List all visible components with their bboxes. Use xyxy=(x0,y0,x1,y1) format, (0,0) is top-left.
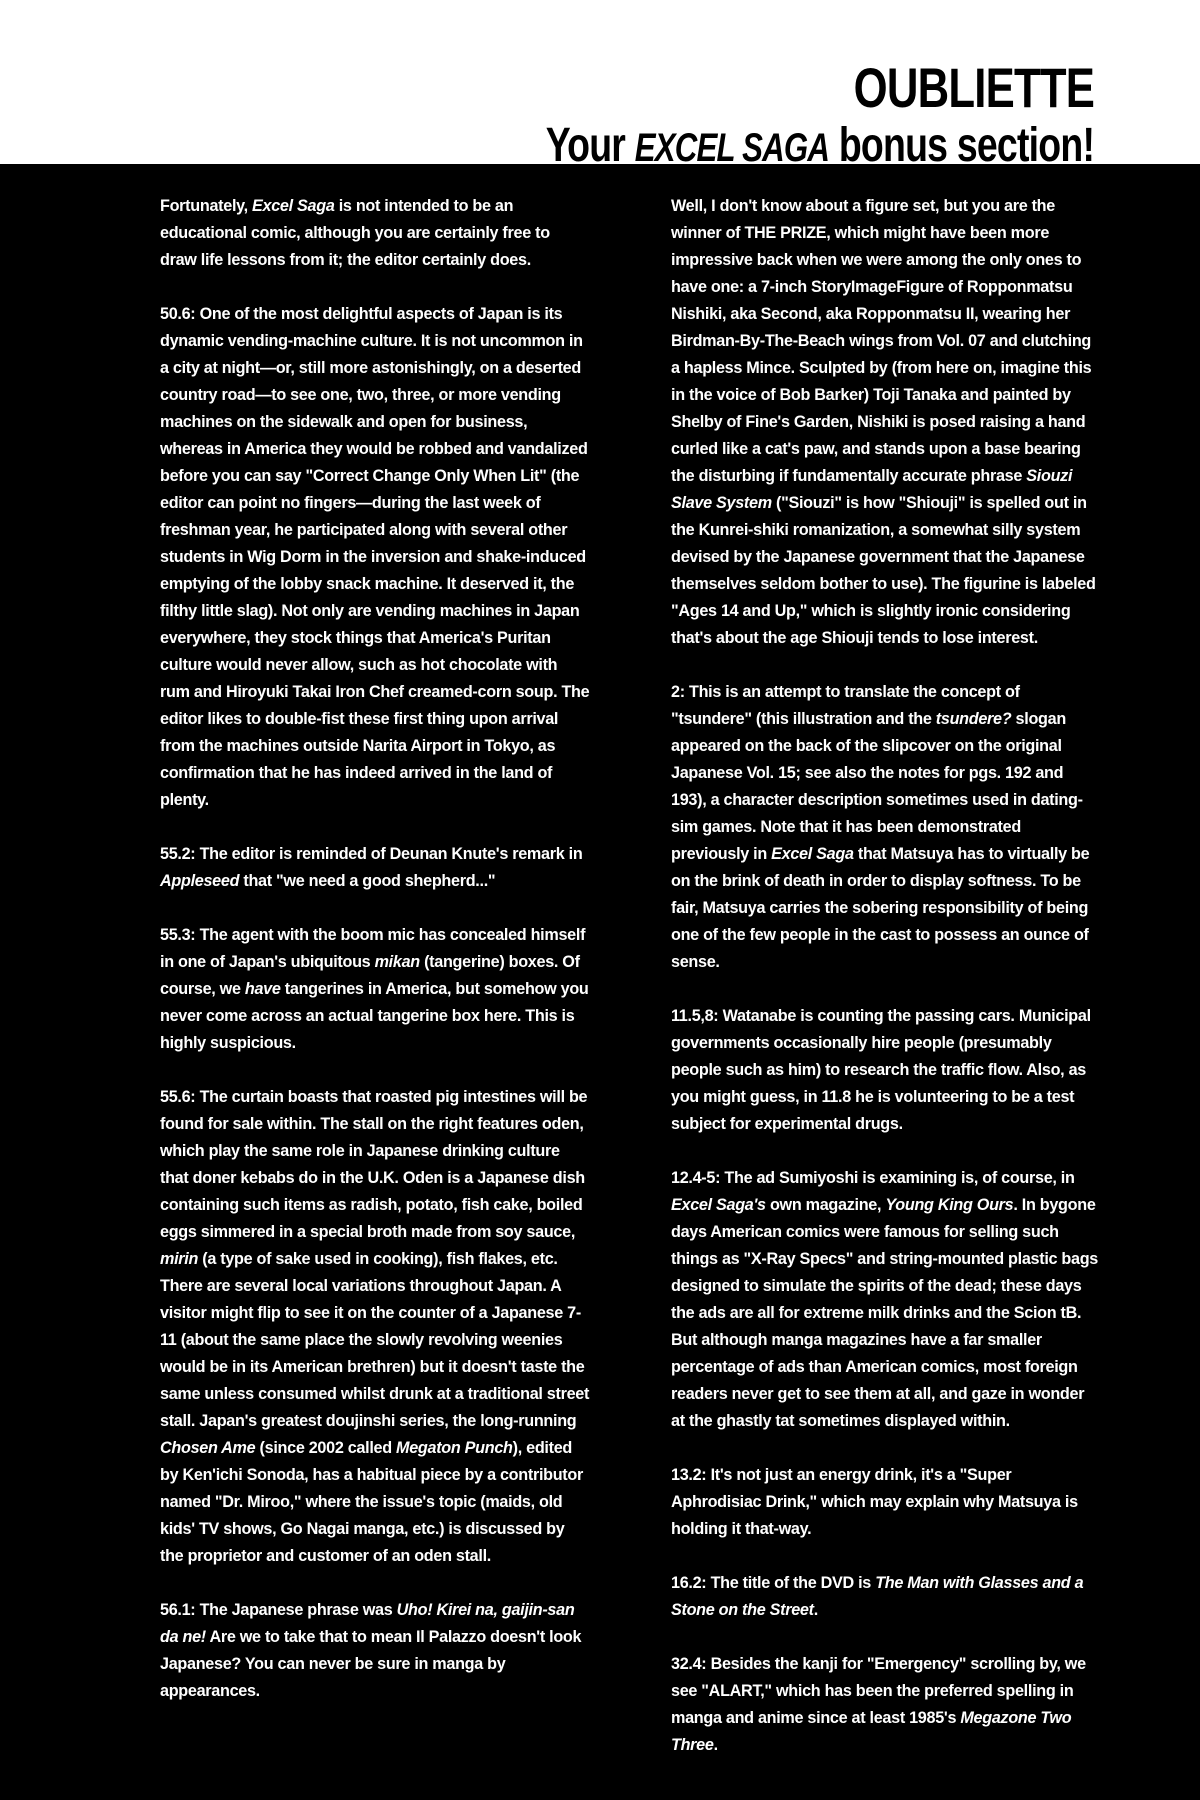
text: Fortunately, xyxy=(160,197,253,215)
text: 11.5,8: Watanabe is counting the passing cars. Municipal governments occasionally hire people (presumably people such as him) to research the traffic flow. Also, as you might guess, in 11.8 he is volunteering to be a test subject for experimental drugs. xyxy=(671,1007,1091,1133)
text: . xyxy=(713,1736,718,1754)
text: 50.6: One of the most delightful aspects of Japan is its dynamic vending-machine culture. It is not uncommon in a city at night—or, still more astonishingly, on a deserted country road—to see one, two, three, or more vending machines on the sidewalk and open for business, whereas in America they would be robbed and vandalized before you can say "Correct Change Only When Lit" (the editor can point no fingers—during the last week of freshman year, he participated along with several other students in Wig Dorm in the inversion and shake-induced emptying of the lobby snack machine. It deserved it, the filthy little slag). Not only are vending machines in Japan everywhere, they stock things that America's Puritan culture would never allow, such as hot chocolate with rum and Hiroyuki Takai Iron Chef creamed-corn soup. The editor likes to double-fist these first thing upon arrival from the machines outside Narita Airport in Tokyo, as confirmation that he has indeed arrived in the land of plenty. xyxy=(160,305,590,809)
note-paragraph xyxy=(671,193,1101,652)
text: . In bygone days American comics were famous for selling such things as "X-Ray Specs" and string-mounted plastic bags designed to simulate the spirits of the dead; these days the ads are all for extreme milk drinks and the Scion tB. But although manga magazines have a far smaller percentage of ads than American comics, most foreign readers never get to see them at all, and gaze in wonder at the ghastly tat sometimes displayed within. xyxy=(671,1196,1099,1430)
italic-text: tsundere? xyxy=(935,710,1012,728)
note-paragraph xyxy=(671,1462,1101,1543)
text: (tangerine) boxes. Of course, we xyxy=(160,953,580,998)
note-paragraph xyxy=(160,1084,590,1570)
italic-text: Young King Ours xyxy=(885,1196,1014,1214)
italic-text: mirin xyxy=(160,1250,199,1268)
text: 55.2: The editor is reminded of Deunan Knute's remark in xyxy=(160,845,583,863)
note-paragraph xyxy=(160,922,590,1057)
italic-text: Excel Saga xyxy=(771,845,854,863)
italic-text: Megazone Two Three xyxy=(671,1709,1072,1754)
text: that Matsuya has to virtually be on the brink of death in order to display softness. To be fair, Matsuya carries the sobering responsibility of being one of the few people in the cast to possess an ounce of sense. xyxy=(671,845,1090,971)
text: Are we to take that to mean Il Palazzo doesn't look Japanese? You can never be sure in manga by appearances. xyxy=(160,1628,582,1700)
text: 55.6: The curtain boasts that roasted pig intestines will be found for sale within. The stall on the right features oden, which play the same role in Japanese drinking culture that doner kebabs do in the U.K. Oden is a Japanese dish containing such items as radish, potato, fish cake, boiled eggs simmered in a special broth made from soy sauce, xyxy=(160,1088,588,1241)
note-paragraph xyxy=(160,1597,590,1705)
text: 13.2: It's not just an energy drink, it's a "Super Aphrodisiac Drink," which may explain why Matsuya is holding it that-way. xyxy=(671,1466,1078,1538)
italic-text: Uho! Kirei na, gaijin-san da ne! xyxy=(160,1601,575,1646)
text: that "we need a good shepherd..." xyxy=(239,872,496,890)
text: 12.4-5: The ad Sumiyoshi is examining is, of course, in xyxy=(671,1169,1075,1187)
subtitle-suffix: bonus section! xyxy=(838,119,1094,172)
text: slogan appeared on the back of the slipcover on the original Japanese Vol. 15; see also the notes for pgs. 192 and 193), a character description sometimes used in dating-sim games. Note that it has been demonstrated previously in xyxy=(671,710,1083,863)
text: tangerines in America, but somehow you never come across an actual tangerine box here. This is highly suspicious. xyxy=(160,980,589,1052)
text: own magazine, xyxy=(765,1196,886,1214)
text: 2: This is an attempt to translate the concept of "tsundere" (this illustration and the xyxy=(671,683,1020,728)
text: (a type of sake used in cooking), fish flakes, etc. There are several local variations throughout Japan. A visitor might flip to see it on the counter of a Japanese 7-11 (about the same place the slowly revolving weenies would be in its American brethren) but it doesn't taste the same unless consumed whilst drunk at a traditional street stall. Japan's greatest doujinshi series, the long-running xyxy=(160,1250,590,1430)
note-paragraph xyxy=(160,193,590,274)
italic-text: Excel Saga xyxy=(252,197,335,215)
text: ), edited by Ken'ichi Sonoda, has a habitual piece by a contributor named "Dr. Miroo," where the issue's topic (maids, old kids' TV shows, Go Nagai manga, etc.) is discussed by the proprietor and customer of an oden stall. xyxy=(160,1439,583,1565)
page-header xyxy=(391,56,1094,172)
section-subtitle xyxy=(545,119,1094,172)
text: (since 2002 called xyxy=(255,1439,397,1457)
subtitle-series-name: EXCEL SAGA xyxy=(634,126,830,170)
note-paragraph xyxy=(160,841,590,895)
italic-text: Excel Saga's xyxy=(671,1196,766,1214)
left-column xyxy=(160,193,590,1732)
subtitle-prefix: Your xyxy=(545,119,625,172)
text: 55.3: The agent with the boom mic has concealed himself in one of Japan's ubiquitous xyxy=(160,926,586,971)
note-paragraph xyxy=(160,301,590,814)
text: Well, I don't know about a figure set, but you are the winner of THE PRIZE, which might have been more impressive back when we were among the only ones to have one: a 7-inch StoryImageFigure of Ropponmatsu Nishiki, aka Second, aka Ropponmatsu II, wearing her Birdman-By-The-Beach wings from Vol. 07 and clutching a hapless Mince. Sculpted by (from here on, imagine this in the voice of Bob Barker) Toji Tanaka and painted by Shelby of Fine's Garden, Nishiki is posed raising a hand curled like a cat's paw, and stands upon a base bearing the disturbing if fundamentally accurate phrase xyxy=(671,197,1092,485)
note-paragraph xyxy=(671,1003,1101,1138)
italic-text: Megaton Punch xyxy=(396,1439,513,1457)
text: is not intended to be an educational comic, although you are certainly free to draw life lessons from it; the editor certainly does. xyxy=(160,197,550,269)
italic-text: Siouzi Slave System xyxy=(671,467,1073,512)
italic-text: The Man with Glasses and a Stone on the Street xyxy=(671,1574,1084,1619)
italic-text: have xyxy=(244,980,281,998)
text: 16.2: The title of the DVD is xyxy=(671,1574,876,1592)
note-paragraph xyxy=(671,1651,1101,1759)
italic-text: Chosen Ame xyxy=(160,1439,256,1457)
section-title: OUBLIETTE xyxy=(853,56,1094,119)
italic-text: mikan xyxy=(374,953,420,971)
right-column xyxy=(671,193,1101,1786)
text: . xyxy=(813,1601,818,1619)
note-paragraph xyxy=(671,1165,1101,1435)
note-paragraph xyxy=(671,679,1101,976)
italic-text: Appleseed xyxy=(160,872,240,890)
text: ("Siouzi" is how "Shiouji" is spelled out in the Kunrei-shiki romanization, a somewhat silly system devised by the Japanese government that the Japanese themselves seldom bother to use). The figurine is labeled "Ages 14 and Up," which is slightly ironic considering that's about the age Shiouji tends to lose interest. xyxy=(671,494,1096,647)
text: 56.1: The Japanese phrase was xyxy=(160,1601,397,1619)
text: 32.4: Besides the kanji for "Emergency" scrolling by, we see "ALART," which has been the preferred spelling in manga and anime since at least 1985's xyxy=(671,1655,1086,1727)
note-paragraph xyxy=(671,1570,1101,1624)
